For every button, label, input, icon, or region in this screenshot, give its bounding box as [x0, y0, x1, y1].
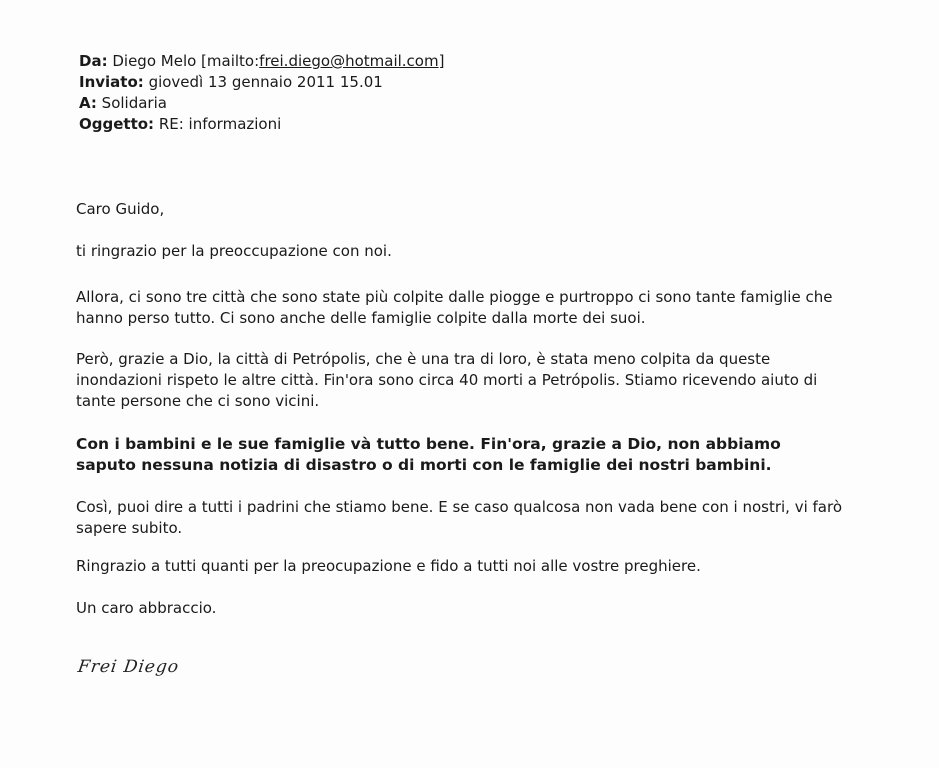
from-close-bracket: ] [438, 52, 445, 70]
sent-label: Inviato: [79, 73, 144, 91]
header-from-line [79, 51, 879, 72]
header-sent-line [79, 72, 879, 93]
gratitude-paragraph: Ringrazio a tutti quanti per la preocupazione e fido a tutti noi alle vostre preghiere. [76, 557, 701, 575]
closing-paragraph: Un caro abbraccio. [76, 599, 217, 617]
header-to-line [79, 93, 879, 114]
children-paragraph: Con i bambini e le sue famiglie và tutto bene. Fin'ora, grazie a Dio, non abbiamo saputo nessuna notizia di disastro o di morti con le famiglie dei nostri bambini. [76, 435, 781, 474]
email-header [79, 51, 879, 135]
thanks-paragraph: ti ringrazio per la preoccupazione con noi. [76, 242, 392, 260]
handwritten-signature: Frei Diego [76, 657, 181, 677]
header-subject-line [79, 114, 879, 135]
sent-value: giovedì 13 gennaio 2011 15.01 [148, 73, 383, 91]
subject-value: RE: informazioni [158, 115, 282, 133]
greeting-paragraph: Caro Guido, [76, 200, 165, 218]
from-name: Diego Melo [mailto: [112, 52, 260, 70]
cities-paragraph: Allora, ci sono tre città che sono state più colpite dalle piogge e purtroppo ci sono tante famiglie che hanno perso tutto. Ci sono anche delle famiglie colpite dalla morte dei suoi. [76, 288, 833, 327]
to-value: Solidaria [101, 94, 167, 112]
to-label: A: [79, 94, 97, 112]
from-label: Da: [79, 52, 108, 70]
from-email-link[interactable]: frei.diego@hotmail.com [259, 52, 439, 70]
petropolis-paragraph: Però, grazie a Dio, la città di Petrópolis, che è una tra di loro, è stata meno colpita da queste inondazioni rispeto le altre città. Fin'ora sono circa 40 morti a Petrópolis. Stiamo ricevendo aiuto di tante persone che ci sono vicini. [76, 350, 818, 410]
godparents-paragraph: Così, puoi dire a tutti i padrini che stiamo bene. E se caso qualcosa non vada bene con i nostri, vi farò sapere subito. [76, 498, 843, 537]
subject-label: Oggetto: [79, 115, 155, 133]
